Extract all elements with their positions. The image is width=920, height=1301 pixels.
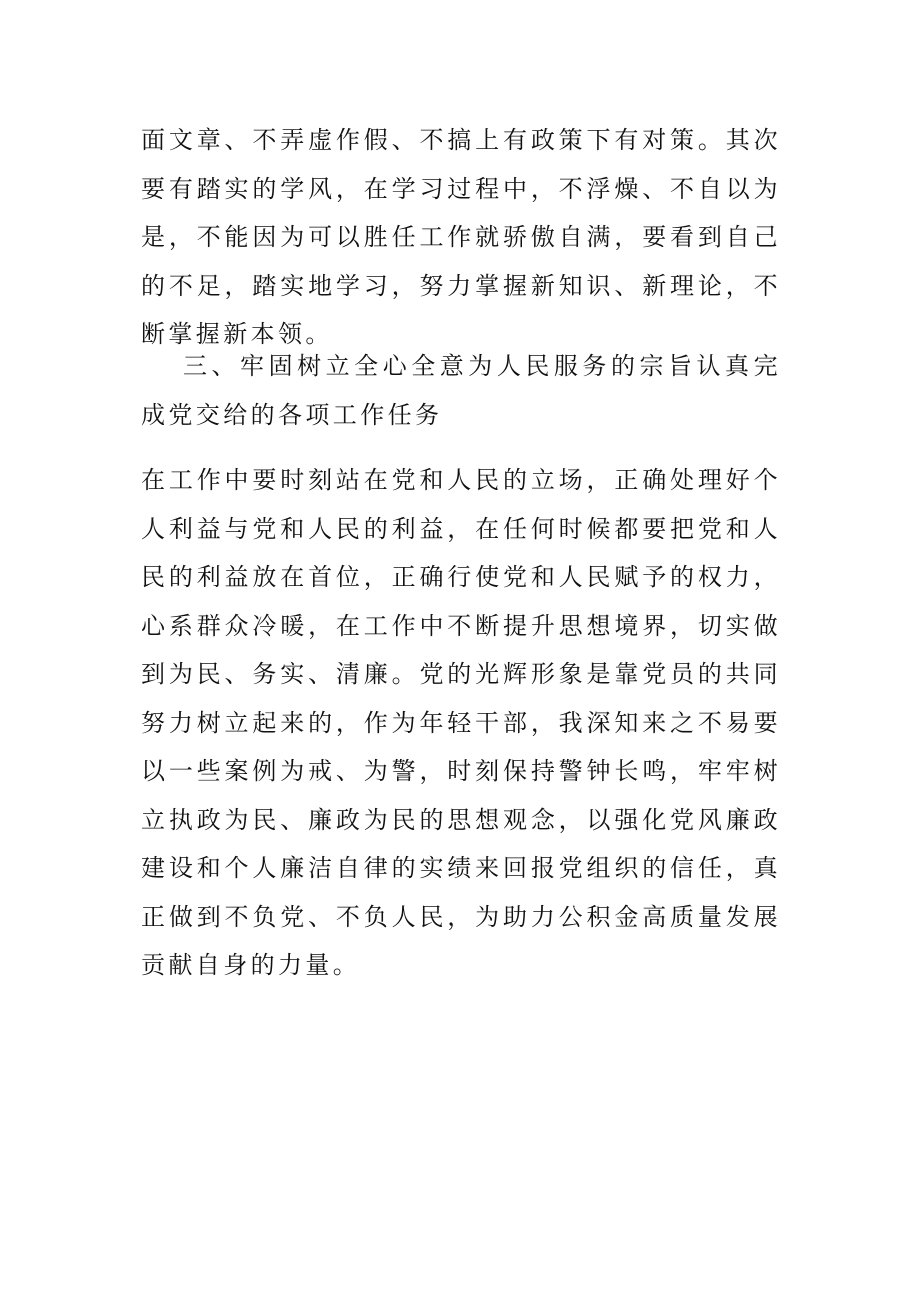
section-heading: 三、牢固树立全心全意为人民服务的宗旨认真完成党交给的各项工作任务 xyxy=(141,352,781,429)
section-body-paragraph: 在工作中要时刻站在党和人民的立场，正确处理好个人利益与党和人民的利益，在任何时候都要把党和人民的利益放在首位，正确行使党和人民赋予的权力，心系群众冷暖，在工作中不断提升思想境界，切实做到为民、务实、清廉。党的光辉形象是靠党员的共同努力树立起来的，作为年轻干部，我深知来之不易要以一些案例为戒、为警，时刻保持警钟长鸣，牢牢树立执政为民、廉政为民的思想观念，以强化党风廉政建设和个人廉洁自律的实绩来回报党组织的信任，真正做到不负党、不负人民，为助力公积金高质量发展贡献自身的力量。 xyxy=(141,466,781,979)
paragraph-continued: 面文章、不弄虚作假、不搞上有政策下有对策。其次要有踏实的学风，在学习过程中，不浮燥、不自以为是，不能因为可以胜任工作就骄傲自满，要看到自己的不足，踏实地学习，努力掌握新知识、新理论，不断掌握新本领。 xyxy=(141,126,781,348)
